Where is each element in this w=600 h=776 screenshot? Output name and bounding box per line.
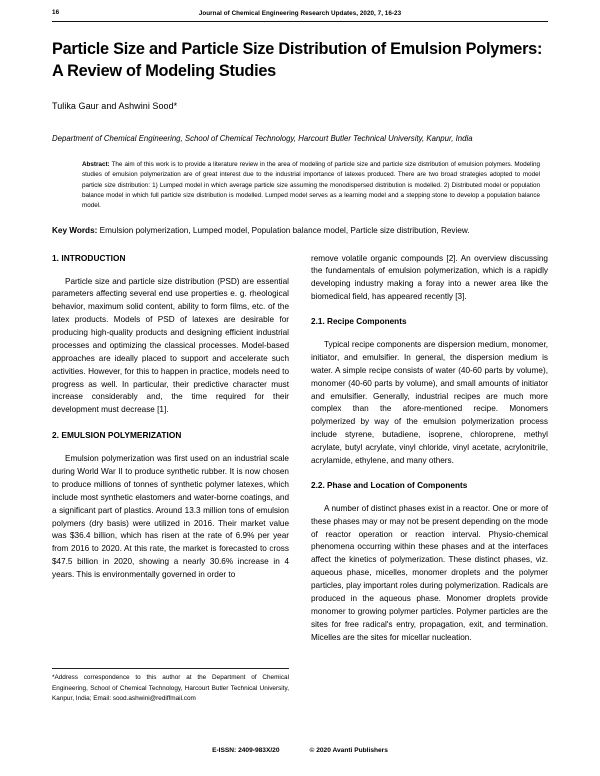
footer-issn: E-ISSN: 2409-983X/20 (212, 747, 280, 754)
abstract-body: The aim of this work is to provide a literature review in the area of modeling of particle size and particle size distribution of emulsion polymers. Modeling studies of emulsion polymerization are of great interest due to the industrial importance of latexes produced. There are two broad strategies adopted to model particle size distribution: 1) Lumped model in which average particle size assuming the monodispersed distribution is modelled. 2) Distributed model or population balance model in which full particle size distribution is modelled. Lumped model serves as a learning model and a stepping stone to develop a population balance model. (82, 161, 540, 210)
page-content-area (52, 0, 548, 776)
keywords-label: Key Words: (52, 226, 98, 236)
page-footer (52, 747, 548, 754)
keywords-body: Emulsion polymerization, Lumped model, Population balance model, Particle size distribution, Review. (97, 226, 470, 236)
section-heading-phase-and-location: 2.2. Phase and Location of Components (311, 480, 468, 490)
spacer (311, 304, 548, 317)
section-heading-recipe-components: 2.1. Recipe Components (311, 317, 407, 327)
paragraph-emulsion-polymerization-1-continued: remove volatile organic compounds [2]. An overview discussing the fundamentals of emulsion polymerization, which is a rapidly developing industry making a foray into a newer area like the biomedical field, has appeared recently [3]. (311, 253, 548, 302)
abstract-block (52, 160, 548, 211)
spacer (52, 265, 289, 276)
page-number: 16 (52, 9, 60, 16)
section-heading-emulsion-polymerization: 2. EMULSION POLYMERIZATION (52, 430, 182, 441)
page-title: Particle Size and Particle Size Distribution of Emulsion Polymers: A Review of Modeling Studies (52, 40, 543, 80)
paragraph-recipe-components-1: Typical recipe components are dispersion medium, monomer, initiator, and emulsifier. In general, the dispersion medium is water. A simple recipe consists of water (40-60 parts by volume), monomer (40-60 parts by volume), and small amounts of initiator and emulsifier. Generally, industrial recipes are much more complex than the afore-mentioned recipe. Monomers polymerized by way of the emulsion polymerization process include styrene, butadiene, isoprene, chloroprene, methyl acrylate, butyl acrylate, vinyl chloride, vinyl acetate, acrylonitrile, acrylamide, ethylene, and many others. (311, 340, 548, 465)
running-head (52, 0, 548, 22)
column-left (52, 253, 289, 705)
spacer (311, 328, 548, 339)
abstract-text (82, 160, 540, 211)
footnote-divider (52, 668, 289, 669)
footer-copyright: © 2020 Avanti Publishers (309, 747, 388, 754)
spacer (311, 468, 548, 481)
two-column-body (52, 253, 548, 705)
column-right (311, 253, 548, 705)
paragraph-emulsion-polymerization-1: Emulsion polymerization was first used on an industrial scale during World War II to produce synthetic rubber. It is now chosen to produce millions of tonnes of synthetic polymer latexes, which include most synthetic elastomers and water-borne coatings, and a significant part of plastics. Around 13.3 million tons of emulsion polymers (dry basis) were utilized in 2016. Their market value was $36.4 billion, which has risen at the rate of 6.9% per year from 2016 to 2020. At this rate, the market is forecasted to cross $47.5 billion in 2020, showing a nearly 30.6% increase in 4 years. This is environmentally governed in order to (52, 454, 289, 580)
paragraph-introduction-1: Particle size and particle size distribution (PSD) are essential parameters affecting several end use properties e. g. rheological behavior, maximum solid content, ability to form films, etc. of the latex products. Models of PSD of latexes are desirable for producing high-quality products and designing efficient industrial processes and optimizing the classical processes. Model-based approaches are ideally placed to support and accelerate such activities. However, for this to happen in practice, models need to progress as well. In particular, their predictive character must increase considerably and, the time required for their development must decrease [1]. (52, 276, 289, 415)
spacer (52, 442, 289, 453)
spacer (52, 417, 289, 430)
correspondence-footnote: *Address correspondence to this author at the Department of Chemical Engineering, School of Chemical Technology, Harcourt Butler Technical University, Kanpur, India; Email: sood.ashwini@rediffmail.com (52, 674, 289, 703)
section-heading-introduction: 1. INTRODUCTION (52, 252, 126, 263)
spacer (311, 492, 548, 503)
affiliation: Department of Chemical Engineering, School of Chemical Technology, Harcourt Butler Technical University, Kanpur, India (52, 134, 473, 143)
keywords-block (52, 225, 548, 237)
author-list: Tulika Gaur and Ashwini Sood* (52, 101, 178, 111)
paragraph-phase-and-location-1: A number of distinct phases exist in a reactor. One or more of these phases may or may not be present depending on the mode of reactor operation or reaction interval. Physio-chemical phenomena occurring within these phases and at the interfaces affect the kinetics of polymerization. These distinct phases, viz. aqueous phase, micelles, monomer droplets and the polymer particles, play important roles during polymerization. Radicals are produced in the aqueous phase. Monomer droplets provide monomer to growing polymer particles. Polymer particles are the sites for free radical's entry, propagation, exit, and termination. Micelles are the sites for micellar nucleation. (311, 503, 548, 642)
footnote-block (52, 664, 289, 704)
journal-citation-line: Journal of Chemical Engineering Research Updates, 2020, 7, 16-23 (198, 10, 402, 17)
abstract-label: Abstract: (82, 161, 110, 169)
